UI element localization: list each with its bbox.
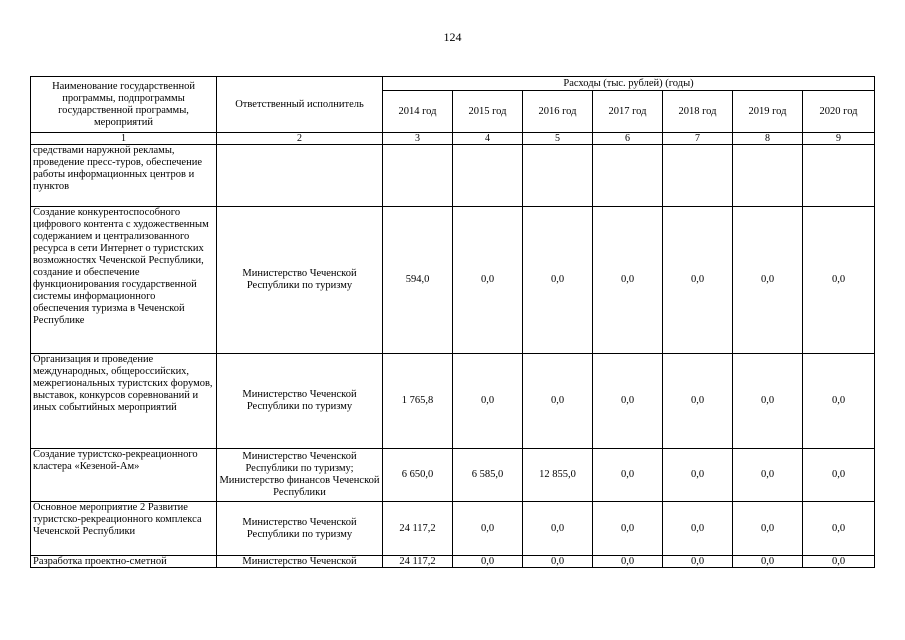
responsible-executor — [217, 145, 383, 207]
expense-value: 0,0 — [803, 556, 875, 568]
expense-value: 0,0 — [663, 556, 733, 568]
column-number: 3 — [383, 133, 453, 145]
expense-value: 0,0 — [803, 449, 875, 502]
expense-value — [593, 145, 663, 207]
column-number: 7 — [663, 133, 733, 145]
expense-value: 0,0 — [733, 556, 803, 568]
column-number: 1 — [31, 133, 217, 145]
expense-value — [803, 145, 875, 207]
header-year: 2020 год — [803, 91, 875, 133]
header-year: 2016 год — [523, 91, 593, 133]
expense-value — [523, 145, 593, 207]
expense-value: 0,0 — [523, 354, 593, 449]
column-number: 9 — [803, 133, 875, 145]
expense-value: 0,0 — [453, 556, 523, 568]
expense-value: 0,0 — [663, 207, 733, 354]
expense-value: 0,0 — [523, 556, 593, 568]
column-number: 4 — [453, 133, 523, 145]
expense-value: 0,0 — [663, 449, 733, 502]
table-row — [31, 207, 875, 354]
table-row — [31, 502, 875, 556]
expense-value: 0,0 — [803, 207, 875, 354]
activity-name: Разработка проектно-сметной — [31, 556, 217, 568]
activity-name: Организация и проведение международных, общероссийских, межрегиональных туристских форумов, выставок, конкурсов соревнований и иных событийных мероприятий — [31, 354, 217, 449]
expense-value: 0,0 — [593, 556, 663, 568]
expense-value: 6 585,0 — [453, 449, 523, 502]
expense-value — [733, 145, 803, 207]
column-number: 8 — [733, 133, 803, 145]
expense-value: 6 650,0 — [383, 449, 453, 502]
expense-value: 0,0 — [733, 502, 803, 556]
table-row — [31, 145, 875, 207]
expense-value: 24 117,2 — [383, 502, 453, 556]
expense-value: 0,0 — [733, 207, 803, 354]
expense-value: 0,0 — [733, 449, 803, 502]
header-name-column: Наименование государственной программы, подпрограммы государственной программы, мероприятий — [31, 77, 217, 133]
expense-value: 0,0 — [453, 354, 523, 449]
activity-name: Создание конкурентоспособного цифрового контента с художественным содержанием и централизованного ресурса в сети Интернет о туристских возможностях Чеченской Республики, создание и обеспечение функционирования государственной системы информационного обеспечения туризма в Чеченской Республике — [31, 207, 217, 354]
expense-value: 594,0 — [383, 207, 453, 354]
table-row — [31, 556, 875, 568]
activity-name: Создание туристско-рекреационного кластера «Кезеной-Ам» — [31, 449, 217, 502]
expense-value: 0,0 — [453, 502, 523, 556]
responsible-executor: Министерство Чеченской Республики по туризму; Министерство финансов Чеченской Республики — [217, 449, 383, 502]
responsible-executor: Министерство Чеченской Республики по туризму — [217, 354, 383, 449]
column-number-row — [31, 133, 875, 145]
expense-value: 0,0 — [663, 354, 733, 449]
activity-name: средствами наружной рекламы, проведение пресс-туров, обеспечение работы информационных центров и пунктов — [31, 145, 217, 207]
expense-value: 1 765,8 — [383, 354, 453, 449]
expense-value: 0,0 — [453, 207, 523, 354]
expense-value — [383, 145, 453, 207]
responsible-executor: Министерство Чеченской Республики по туризму — [217, 207, 383, 354]
header-year: 2017 год — [593, 91, 663, 133]
table-row — [31, 449, 875, 502]
expense-value: 0,0 — [663, 502, 733, 556]
header-year: 2014 год — [383, 91, 453, 133]
expense-value: 0,0 — [523, 502, 593, 556]
expense-value — [453, 145, 523, 207]
expense-value: 0,0 — [593, 354, 663, 449]
expense-value: 24 117,2 — [383, 556, 453, 568]
header-executor-column: Ответственный исполнитель — [217, 77, 383, 133]
header-year: 2018 год — [663, 91, 733, 133]
expense-value: 0,0 — [803, 354, 875, 449]
expense-value — [663, 145, 733, 207]
expense-value: 0,0 — [593, 207, 663, 354]
header-year: 2019 год — [733, 91, 803, 133]
expense-value: 0,0 — [733, 354, 803, 449]
header-year: 2015 год — [453, 91, 523, 133]
table-row — [31, 354, 875, 449]
column-number: 6 — [593, 133, 663, 145]
column-number: 2 — [217, 133, 383, 145]
column-number: 5 — [523, 133, 593, 145]
expense-value: 0,0 — [593, 449, 663, 502]
expense-value: 12 855,0 — [523, 449, 593, 502]
page-number: 124 — [443, 30, 462, 44]
activity-name: Основное мероприятие 2 Развитие туристско-рекреационного комплекса Чеченской Республики — [31, 502, 217, 556]
expense-value: 0,0 — [523, 207, 593, 354]
budget-table — [30, 76, 875, 568]
expense-value: 0,0 — [593, 502, 663, 556]
expense-value: 0,0 — [803, 502, 875, 556]
responsible-executor: Министерство Чеченской Республики по туризму — [217, 502, 383, 556]
header-expenses: Расходы (тыс. рублей) (годы) — [383, 77, 875, 91]
responsible-executor: Министерство Чеченской — [217, 556, 383, 568]
